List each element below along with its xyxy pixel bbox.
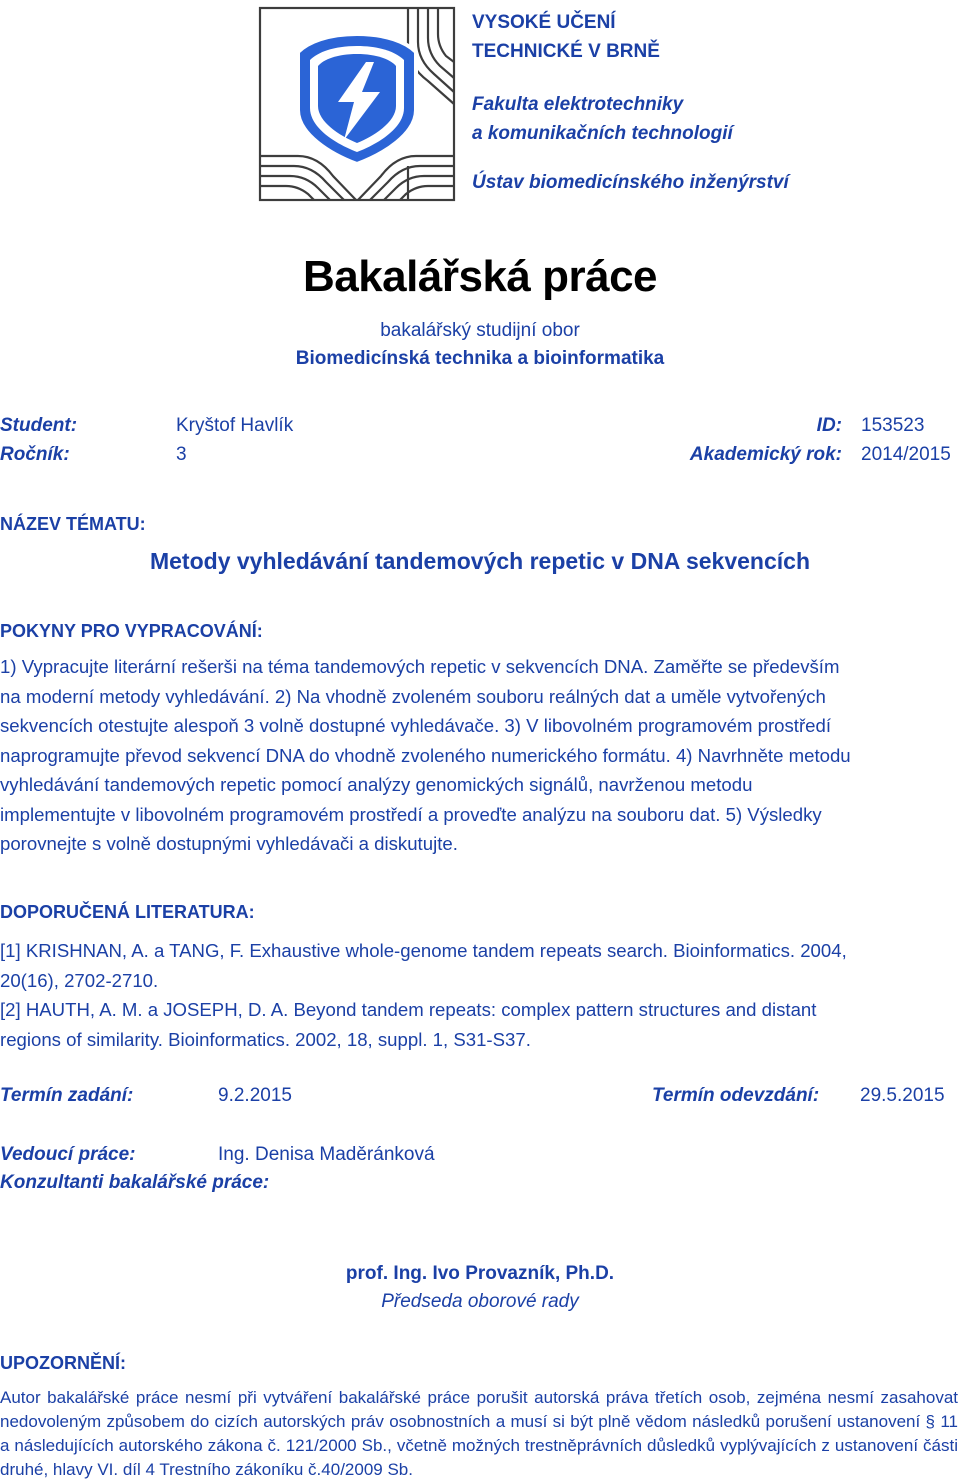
institute-name: Ústav biomedicínského inženýrství — [472, 172, 789, 193]
consultants-label: Konzultanti bakalářské práce: — [0, 1172, 270, 1193]
instructions-line: na moderní metody vyhledávání. 2) Na vhodně zvoleném souboru reálných dat a uměle vytvořených — [0, 685, 826, 707]
instructions-heading: POKYNY PRO VYPRACOVÁNÍ: — [0, 621, 263, 641]
faculty-line-1: Fakulta elektrotechniky — [472, 94, 684, 115]
due-date-label: Termín odevzdání: — [652, 1085, 820, 1106]
literature-list — [0, 936, 955, 1054]
due-date-value: 29.5.2015 — [860, 1085, 945, 1106]
instructions-line: 1) Vypracujte literární rešerši na téma tandemových repetic v sekvencích DNA. Zaměřte se především — [0, 656, 840, 677]
literature-line: [1] KRISHNAN, A. a TANG, F. Exhaustive whole-genome tandem repeats search. Bioinformatics. 2004, — [0, 940, 847, 961]
literature-line: [2] HAUTH, A. M. a JOSEPH, D. A. Beyond tandem repeats: complex pattern structures and distant — [0, 999, 817, 1020]
instructions-line: naprogramujte převod sekvencí DNA do vhodně zvoleného numerického formátu. 4) Navrhněte metodu — [0, 744, 851, 766]
instructions-line: implementujte v libovolném programovém prostředí a proveďte analýzu na souboru dat. 5) Výsledky — [0, 803, 822, 825]
supervisor-label: Vedoucí práce: — [0, 1144, 136, 1165]
page-title: Bakalářská práce — [302, 252, 658, 301]
vut-lightning-shield-logo-icon — [258, 6, 456, 202]
academic-year-label: Akademický rok: — [689, 444, 842, 465]
warning-text: Autor bakalářské práce nesmí při vytváření bakalářské práce porušit autorská práva třetích osob, zejména nesmí zasahovat nedovoleným způsobem do cizích autorských práv osobnostních a musí si být plně vědom následků porušení ustanovení § 11 a následujících autorského zákona č. 121/2000 Sb., včetně možných trestněprávních důsledků vyplývajících z ustanovení části druhé, hlavy VI. díl 4 Trestního zákoníku č.40/2009 Sb. — [0, 1388, 958, 1479]
university-line-1: VYSOKÉ UČENÍ — [472, 12, 616, 33]
university-name — [472, 8, 660, 66]
year-value: 3 — [176, 444, 187, 465]
year-label: Ročník: — [0, 444, 70, 465]
instructions-line: sekvencích otestujte alespoň 3 volně dostupné vyhledávače. 3) V libovolném programovém prostředí — [0, 715, 831, 736]
signatory-role: Předseda oborové rady — [381, 1291, 579, 1312]
instructions-text — [0, 652, 940, 859]
university-line-2: TECHNICKÉ V BRNĚ — [472, 41, 660, 62]
academic-year-value: 2014/2015 — [861, 444, 951, 465]
faculty-line-2: a komunikačních technologií — [472, 123, 733, 144]
assigned-date-label: Termín zadání: — [0, 1085, 134, 1106]
warning-heading: UPOZORNĚNÍ: — [0, 1353, 126, 1373]
instructions-line: porovnejte s volně dostupnými vyhledávači a diskutujte. — [0, 833, 458, 854]
instructions-line: vyhledávání tandemových repetic pomocí analýzy genomických signálů, navrženou metodu — [0, 774, 753, 795]
study-type: bakalářský studijní obor — [380, 320, 580, 341]
student-name: Kryštof Havlík — [176, 415, 294, 436]
topic-heading: NÁZEV TÉMATU: — [0, 514, 146, 534]
id-value: 153523 — [861, 415, 925, 436]
study-field: Biomedicínská technika a bioinformatika — [295, 348, 665, 369]
assigned-date-value: 9.2.2015 — [218, 1085, 292, 1106]
literature-line: 20(16), 2702-2710. — [0, 969, 159, 991]
faculty-name — [472, 90, 733, 148]
signatory-name: prof. Ing. Ivo Provazník, Ph.D. — [345, 1263, 615, 1284]
supervisor-name: Ing. Denisa Maděránková — [218, 1144, 435, 1165]
literature-line: regions of similarity. Bioinformatics. 2002, 18, suppl. 1, S31-S37. — [0, 1028, 531, 1050]
university-logo — [258, 6, 456, 202]
topic-name: Metody vyhledávání tandemových repetic v DNA sekvencích — [149, 548, 810, 574]
id-label: ID: — [816, 415, 842, 436]
student-label: Student: — [0, 415, 78, 436]
literature-heading: DOPORUČENÁ LITERATURA: — [0, 902, 255, 922]
